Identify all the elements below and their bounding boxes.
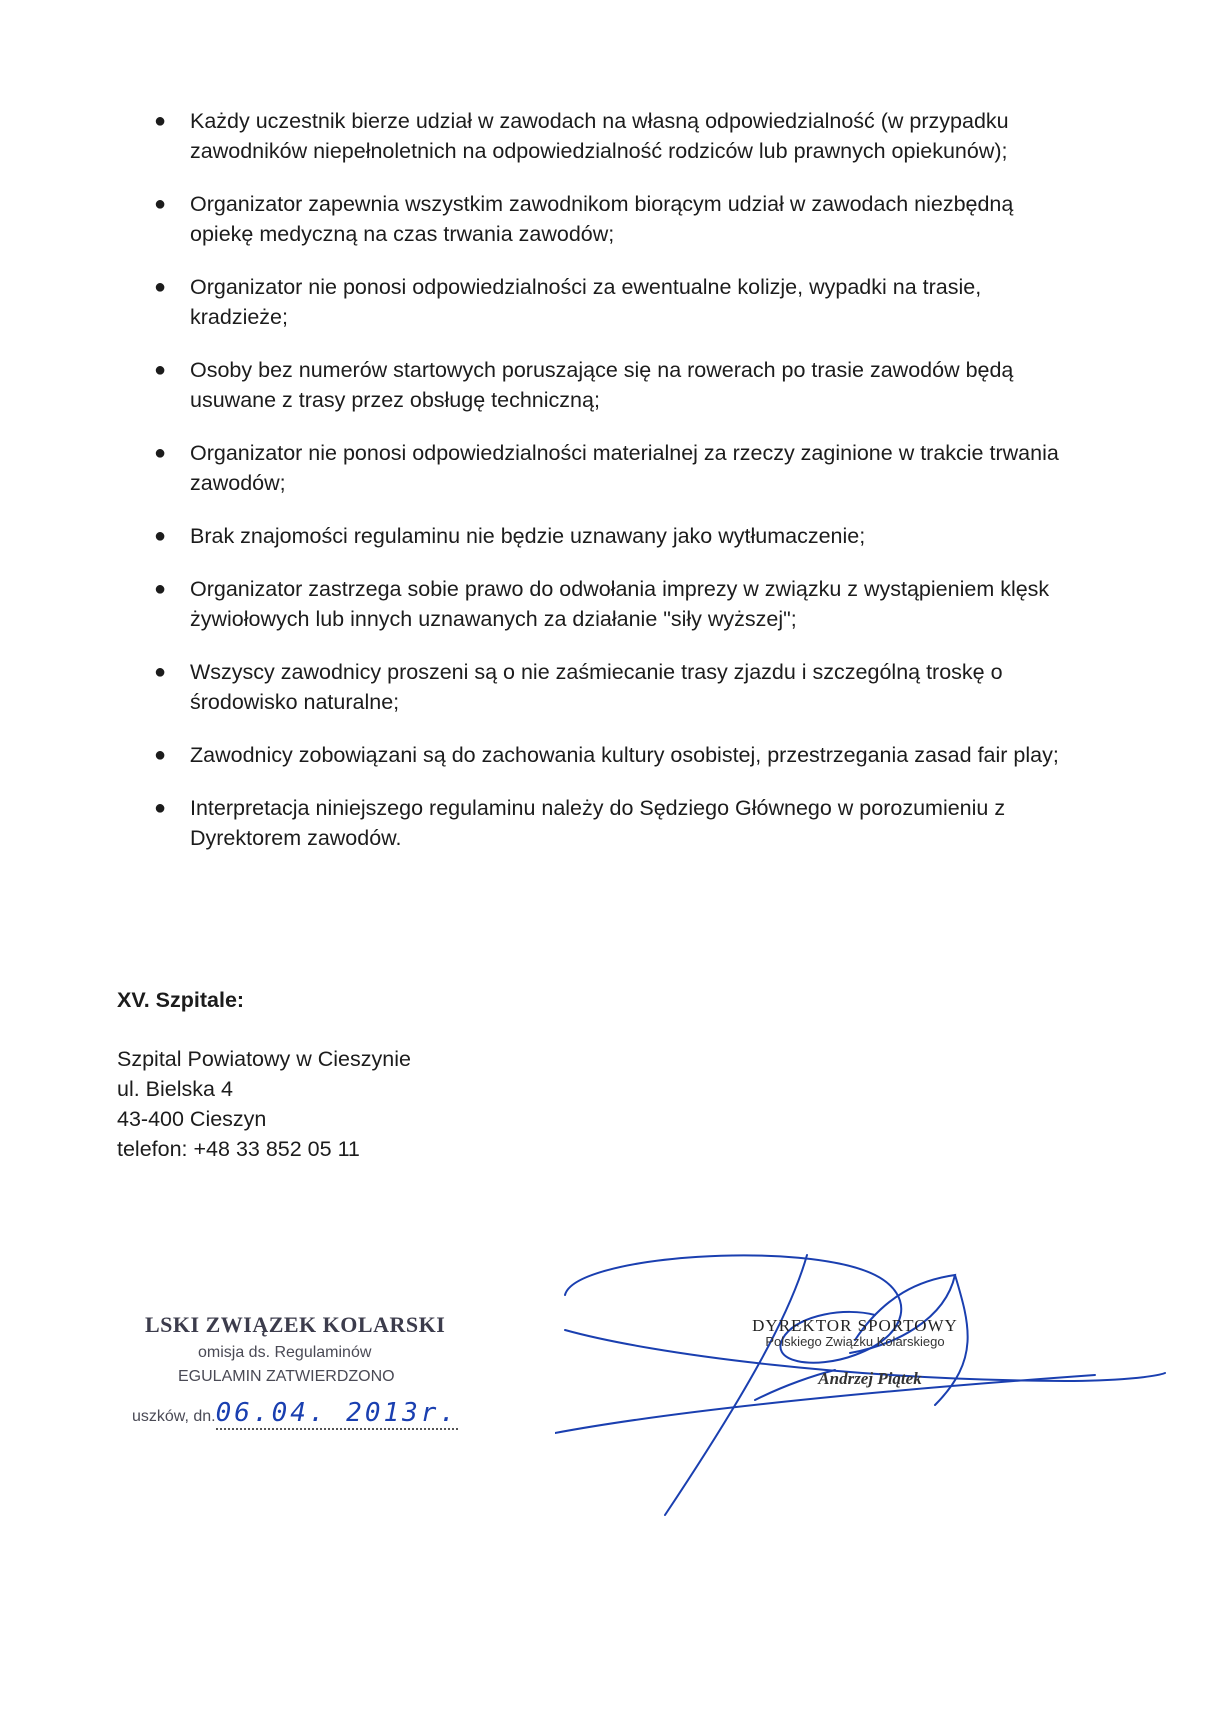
address-line: ul. Bielska 4	[117, 1077, 233, 1101]
signature-org: Polskiego Związku Kolarskiego	[765, 1334, 945, 1349]
list-item: ● Brak znajomości regulaminu nie będzie uznawany jako wytłumaczenie;	[150, 521, 1070, 551]
list-item: ● Organizator nie ponosi odpowiedzialności za ewentualne kolizje, wypadki na trasie, kradzieże;	[150, 272, 1070, 332]
stamp-org-name: LSKI ZWIĄZEK KOLARSKI	[145, 1312, 446, 1337]
signature-title: DYREKTOR SPORTOWY	[752, 1316, 958, 1335]
bullet-icon: ●	[154, 442, 167, 464]
bullet-icon: ●	[154, 359, 167, 381]
rules-list	[150, 106, 1070, 876]
list-item: ● Wszyscy zawodnicy proszeni są o nie zaśmiecanie trasy zjazdu i szczególną troskę o środowisko naturalne;	[150, 657, 1070, 717]
list-item: ● Organizator nie ponosi odpowiedzialności materialnej za rzeczy zaginione w trakcie trwania zawodów;	[150, 438, 1070, 498]
bullet-icon: ●	[154, 110, 167, 132]
handwritten-date: 06.04. 2013r.	[215, 1398, 459, 1428]
stamp-place: uszków, dn.	[132, 1408, 216, 1425]
stamp-date-line	[132, 1398, 530, 1428]
bullet-icon: ●	[154, 578, 167, 600]
bullet-icon: ●	[154, 276, 167, 298]
signature-name: Andrzej Piątek	[818, 1369, 922, 1388]
bullet-icon: ●	[154, 744, 167, 766]
bullet-icon: ●	[154, 525, 167, 547]
address-line: telefon: +48 33 852 05 11	[117, 1137, 360, 1161]
signature-stamp	[730, 1316, 980, 1389]
list-item: ● Organizator zastrzega sobie prawo do odwołania imprezy w związku z wystąpieniem klęsk żywiołowych lub innych uznawanych za działanie "siły wyższej";	[150, 574, 1070, 634]
address-line: Szpital Powiatowy w Cieszynie	[117, 1047, 411, 1071]
hospital-address	[117, 1044, 411, 1164]
list-item: ● Interpretacja niniejszego regulaminu należy do Sędziego Głównego w porozumieniu z Dyrektorem zawodów.	[150, 793, 1070, 853]
stamp-approved: EGULAMIN ZATWIERDZONO	[178, 1368, 395, 1385]
list-item: ● Zawodnicy zobowiązani są do zachowania kultury osobistej, przestrzegania zasad fair play;	[150, 740, 1070, 770]
stamp-commission: omisja ds. Regulaminów	[198, 1344, 372, 1361]
bullet-icon: ●	[154, 661, 167, 683]
address-line: 43-400 Cieszyn	[117, 1107, 267, 1131]
list-item: ● Każdy uczestnik bierze udział w zawodach na własną odpowiedzialność (w przypadku zawodników niepełnoletnich na odpowiedzialność rodziców lub prawnych opiekunów);	[150, 106, 1070, 166]
approval-stamp	[130, 1312, 530, 1428]
bullet-icon: ●	[154, 193, 167, 215]
list-item: ● Osoby bez numerów startowych poruszające się na rowerach po trasie zawodów będą usuwane z trasy przez obsługę techniczną;	[150, 355, 1070, 415]
list-item: ● Organizator zapewnia wszystkim zawodnikom biorącym udział w zawodach niezbędną opiekę medyczną na czas trwania zawodów;	[150, 189, 1070, 249]
section-heading: XV. Szpitale:	[117, 988, 245, 1012]
bullet-icon: ●	[154, 797, 167, 819]
